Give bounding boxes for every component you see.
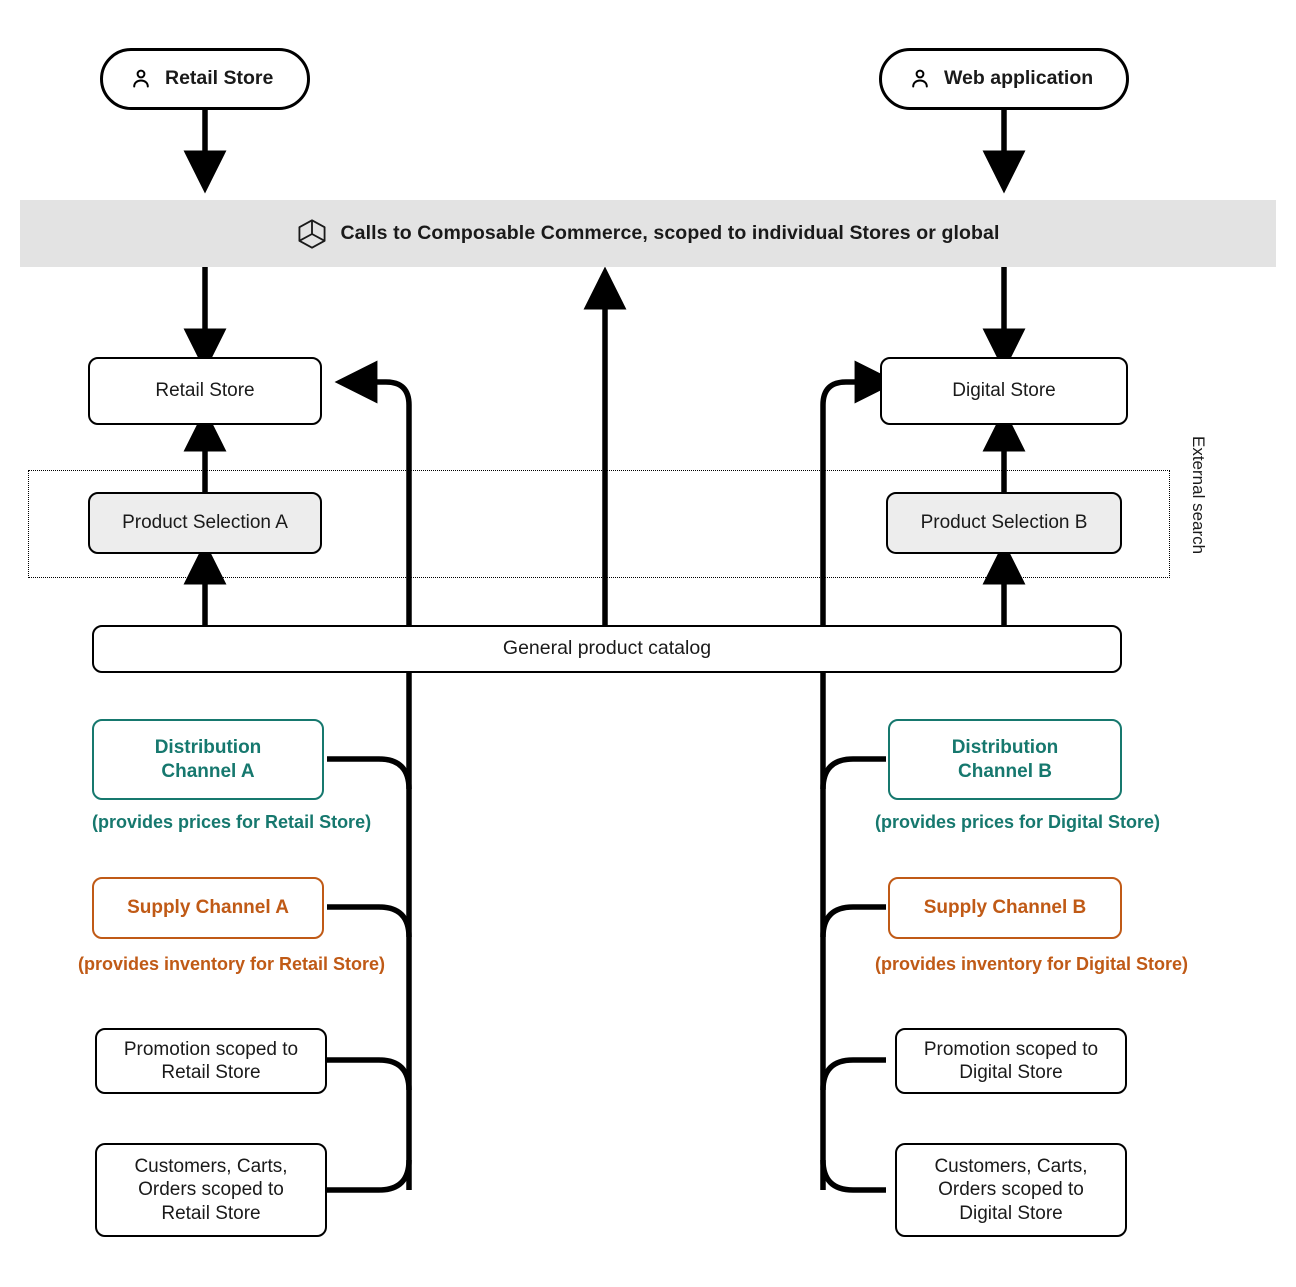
node-general-product-catalog-label: General product catalog <box>502 637 712 660</box>
actor-web-application[interactable] <box>879 48 1129 110</box>
node-promotion-digital-store-line1: Promotion scoped to <box>923 1038 1099 1060</box>
external-search-label: External search <box>1189 436 1208 555</box>
composable-commerce-band <box>20 200 1276 267</box>
node-promotion-digital-store-line2: Digital Store <box>959 1062 1063 1083</box>
node-customers-carts-orders-retail-line2: Orders scoped to <box>138 1179 284 1201</box>
actor-web-application-label: Web application <box>944 67 1094 90</box>
node-supply-channel-b[interactable] <box>888 877 1122 939</box>
caption-supply-channel-a: (provides inventory for Retail Store) <box>78 954 386 974</box>
node-product-selection-a[interactable] <box>88 492 322 554</box>
node-distribution-channel-a[interactable] <box>92 719 324 800</box>
node-distribution-channel-b-line1: Distribution <box>951 737 1059 759</box>
actor-retail-store[interactable] <box>100 48 310 110</box>
node-distribution-channel-a-line1: Distribution <box>154 737 262 759</box>
node-supply-channel-b-label: Supply Channel B <box>923 897 1087 919</box>
node-digital-store[interactable] <box>880 357 1128 425</box>
caption-distribution-channel-b: (provides prices for Digital Store) <box>875 812 1161 832</box>
node-promotion-retail-store[interactable] <box>95 1028 327 1094</box>
node-product-selection-b[interactable] <box>886 492 1122 554</box>
node-promotion-digital-store[interactable] <box>895 1028 1127 1094</box>
caption-distribution-channel-a: (provides prices for Retail Store) <box>92 812 372 832</box>
node-retail-store-label: Retail Store <box>155 380 255 402</box>
node-distribution-channel-a-line2: Channel A <box>161 760 255 782</box>
node-promotion-retail-store-line1: Promotion scoped to <box>123 1038 299 1060</box>
cube-icon <box>297 218 327 250</box>
node-product-selection-a-label: Product Selection A <box>122 512 288 534</box>
node-retail-store[interactable] <box>88 357 322 425</box>
node-supply-channel-a[interactable] <box>92 877 324 939</box>
node-distribution-channel-b-line2: Channel B <box>958 760 1052 782</box>
node-distribution-channel-b[interactable] <box>888 719 1122 800</box>
node-customers-carts-orders-retail-line3: Retail Store <box>161 1202 261 1224</box>
node-customers-carts-orders-retail-line1: Customers, Carts, <box>134 1156 288 1178</box>
node-promotion-retail-store-line2: Retail Store <box>161 1062 261 1083</box>
node-customers-carts-orders-digital[interactable] <box>895 1143 1127 1237</box>
person-icon <box>908 67 932 91</box>
node-customers-carts-orders-retail[interactable] <box>95 1143 327 1237</box>
caption-supply-channel-b: (provides inventory for Digital Store) <box>875 954 1189 974</box>
actor-retail-store-label: Retail Store <box>165 67 274 90</box>
node-customers-carts-orders-digital-line2: Orders scoped to <box>938 1179 1084 1201</box>
node-general-product-catalog[interactable] <box>92 625 1122 673</box>
person-icon <box>129 67 153 91</box>
composable-commerce-band-label: Calls to Composable Commerce, scoped to individual Stores or global <box>340 222 1000 244</box>
node-product-selection-b-label: Product Selection B <box>920 512 1088 534</box>
node-customers-carts-orders-digital-line1: Customers, Carts, <box>934 1156 1088 1178</box>
node-customers-carts-orders-digital-line3: Digital Store <box>959 1202 1063 1224</box>
node-supply-channel-a-label: Supply Channel A <box>127 897 289 919</box>
node-digital-store-label: Digital Store <box>952 380 1056 402</box>
